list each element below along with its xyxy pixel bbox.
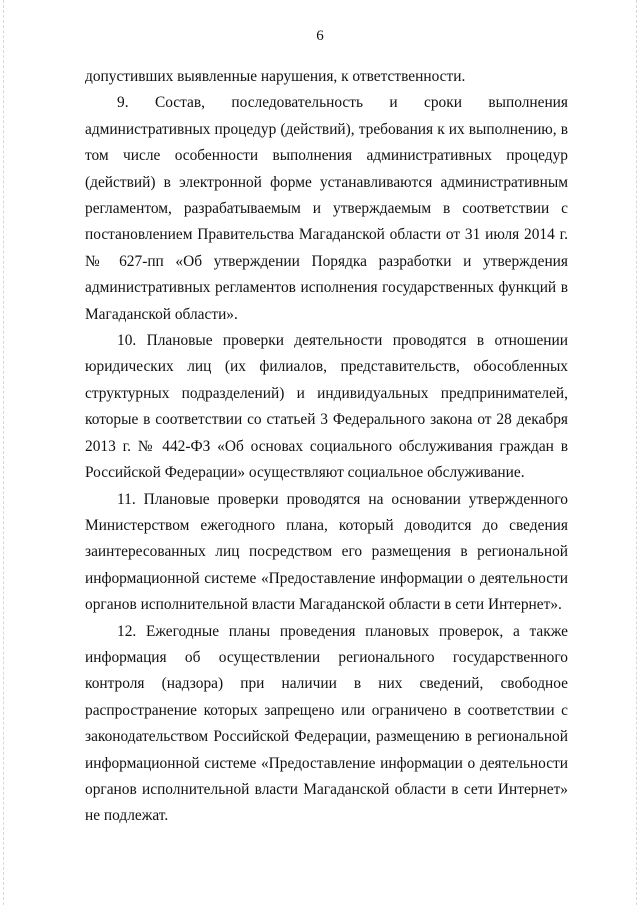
scan-edge-left — [3, 0, 4, 905]
page-number: 6 — [316, 28, 324, 44]
scan-edge-right — [636, 0, 637, 905]
paragraph-10: 10. Плановые проверки деятельности проводятся в отношении юридических лиц (их филиалов, представительств, обособленных структурных подразделений) и индивидуальных предпринимателей, которые в соответствии со статьей 3 Федерального закона от 28 декабря 2013 г. № 442-ФЗ «Об основах социального обслуживания граждан в Российской Федерации» осуществляют социальное обслуживание. — [85, 332, 568, 482]
paragraph-12: 12. Ежегодные планы проведения плановых проверок, а также информация об осуществлении регионального государственного контроля (надзора) при наличии в них сведений, свободное распространение которых запрещено или ограничено в соответствии с законодательством Российской Федерации, размещению в региональной информационной системе «Предоставление информации о деятельности органов исполнительной власти Магаданской области в сети Интернет» не подлежат. — [85, 622, 568, 825]
paragraph-9: 9. Состав, последовательность и сроки выполнения административных процедур (действий), требования к их выполнению, в том числе особенности выполнения административных процедур (действий) в электронной форме устанавливаются административным регламентом, разрабатываемым и утверждаемым в соответствии с постановлением Правительства Магаданской области от 31 июля 2014 г. № 627-пп «Об утверждении Порядка разработки и утверждения административных регламентов исполнения государственных функций в Магаданской области». — [85, 94, 568, 323]
document-body — [85, 64, 568, 830]
paragraph-11: 11. Плановые проверки проводятся на основании утвержденного Министерством ежегодного плана, который доводится до сведения заинтересованных лиц посредством его размещения в региональной информационной системе «Предоставление информации о деятельности органов исполнительной власти Магаданской области в сети Интернет». — [85, 490, 568, 614]
paragraph-continuation: допустивших выявленные нарушения, к ответственности. — [85, 68, 466, 85]
